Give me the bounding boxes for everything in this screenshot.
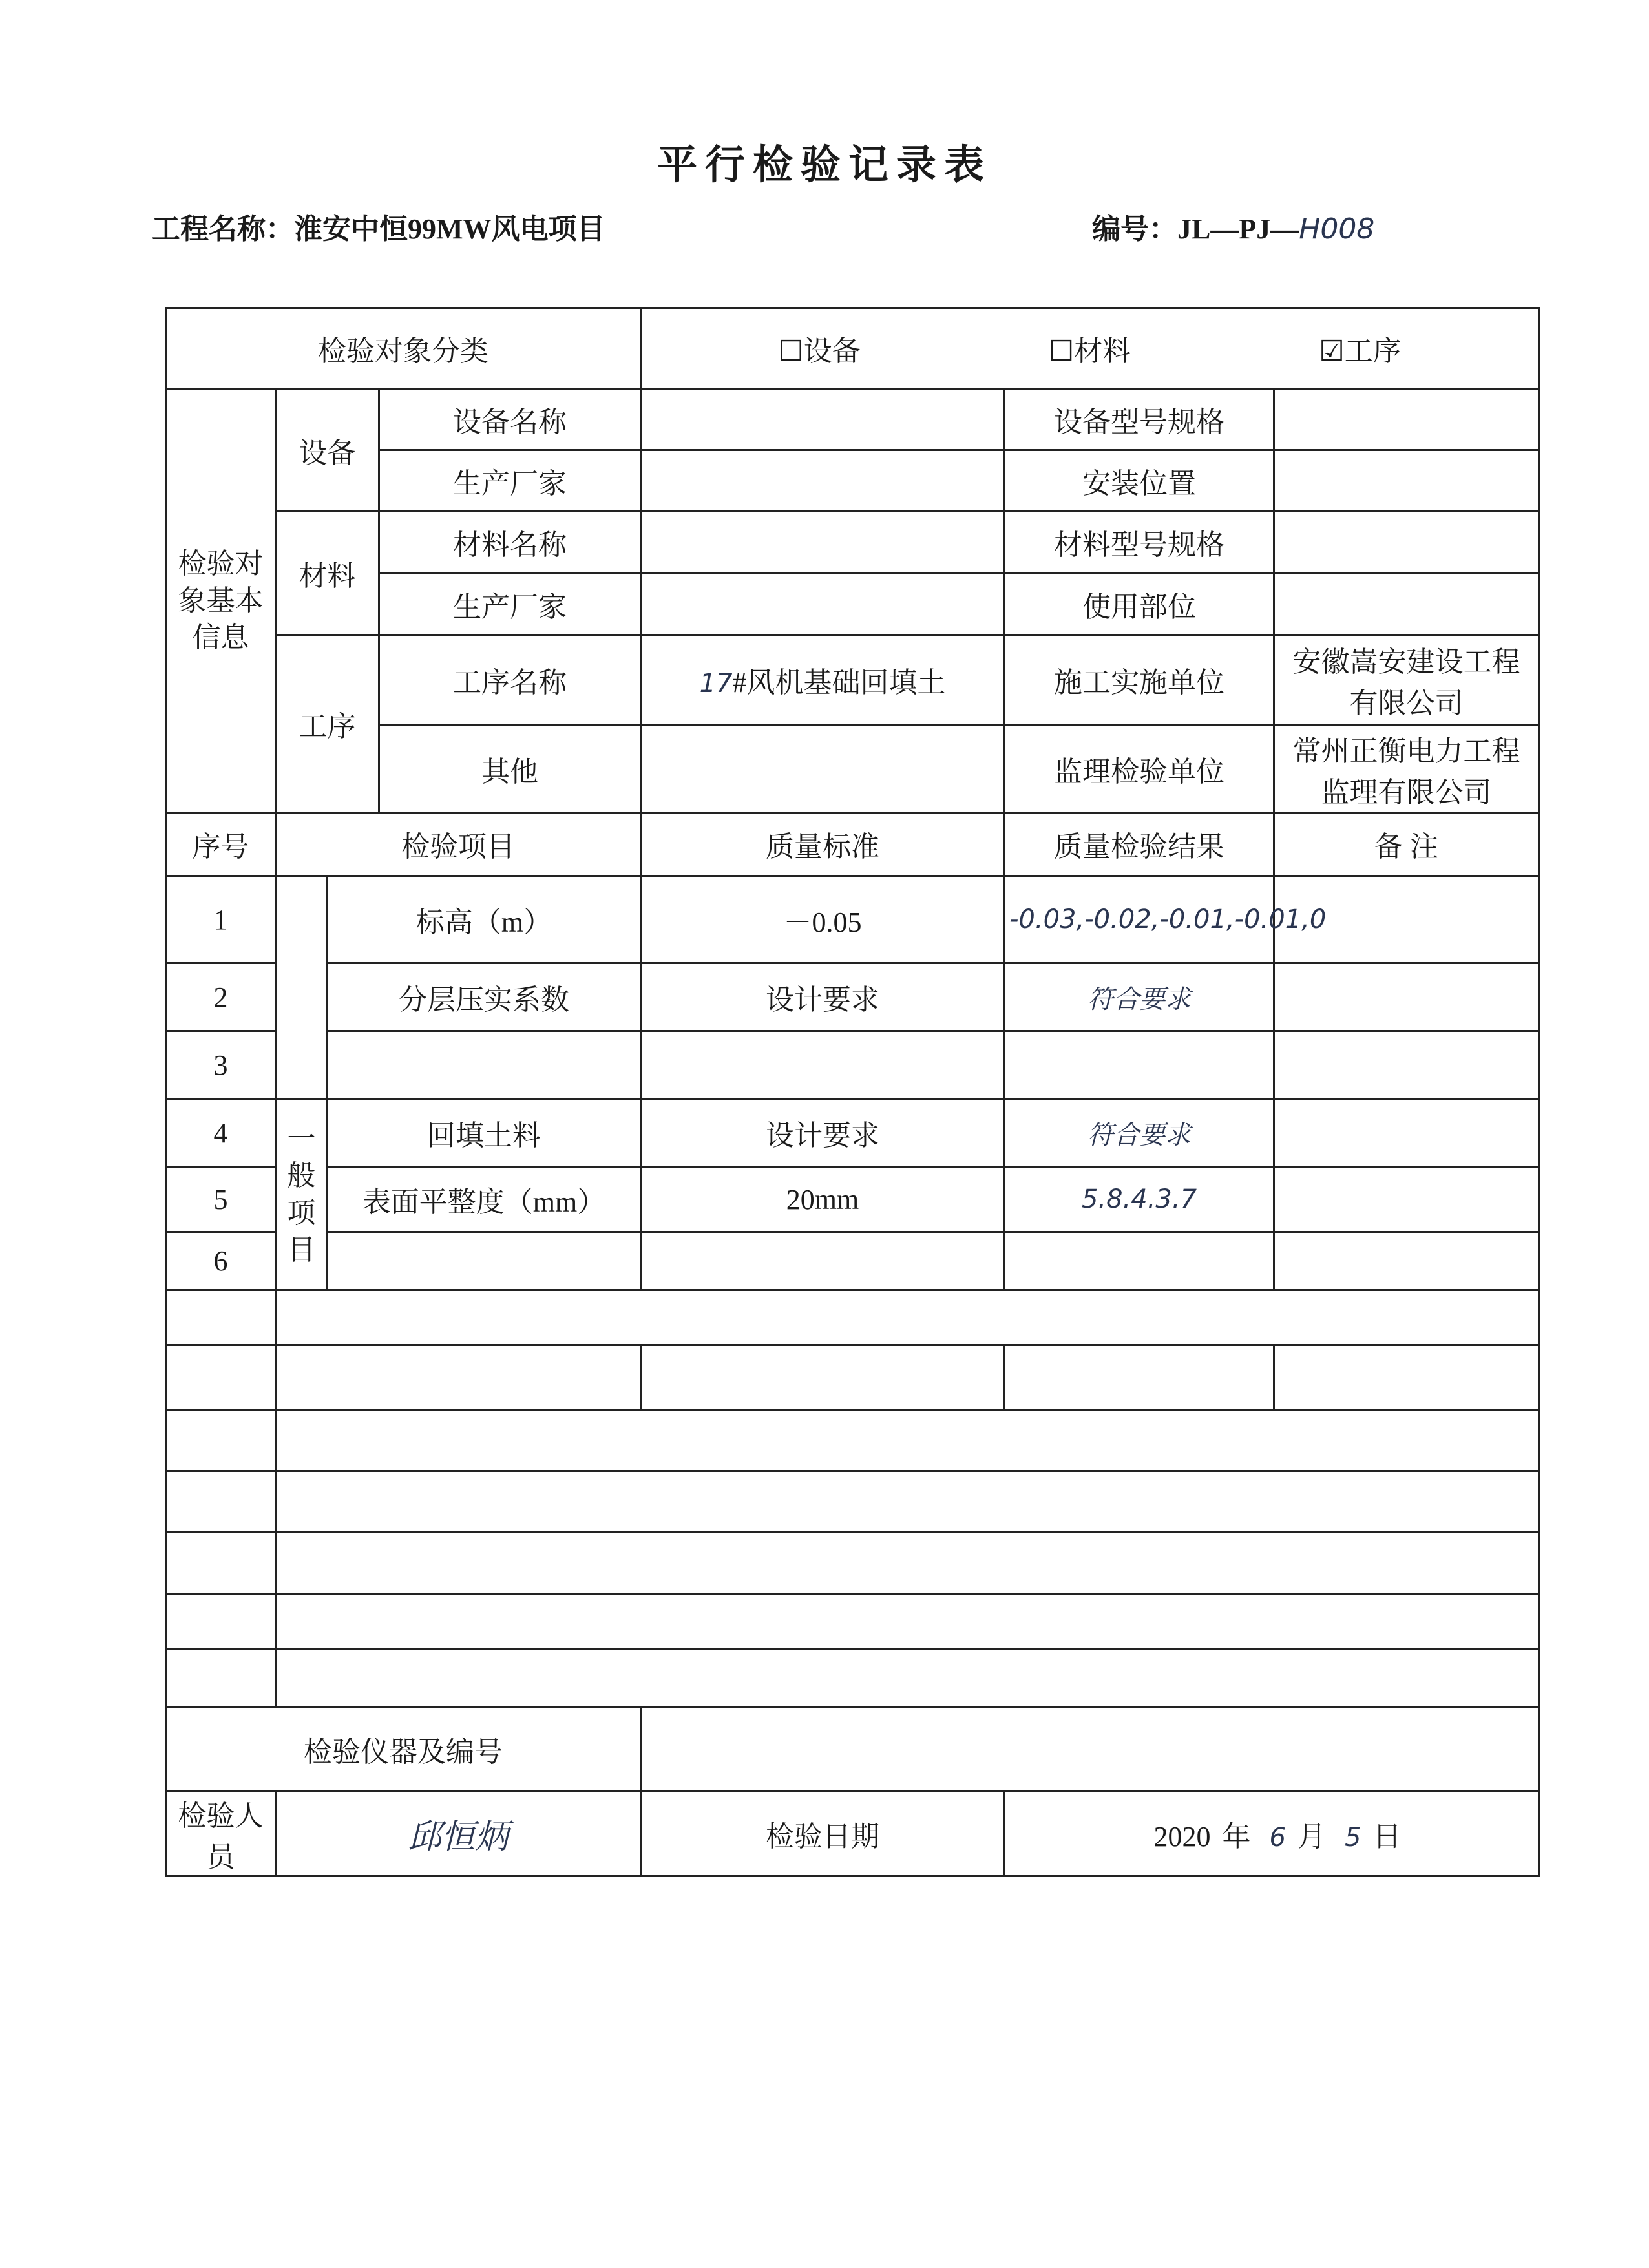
item-index: 1 <box>166 876 276 963</box>
document-title: 平行检验记录表 <box>656 143 992 187</box>
item-name: 表面平整度（mm） <box>328 1167 641 1232</box>
item-remark[interactable] <box>1274 1232 1539 1290</box>
table-row <box>166 1232 1539 1290</box>
serial-number-handwritten: H008 <box>1299 213 1375 246</box>
process-name-handwritten-prefix: 17 <box>699 669 733 699</box>
equipment-maker-label: 生产厂家 <box>379 450 641 512</box>
category-option-material[interactable]: ☐材料 <box>1048 335 1131 368</box>
blank-row <box>166 1471 1539 1533</box>
item-index: 6 <box>166 1232 276 1290</box>
inspection-date-label: 检验日期 <box>641 1791 1005 1876</box>
equipment-maker-value[interactable] <box>641 450 1005 512</box>
material-name-label: 材料名称 <box>379 512 641 573</box>
item-name: 回填土料 <box>328 1099 641 1167</box>
item-standard <box>641 1232 1005 1290</box>
item-result[interactable]: 符合要求 <box>1005 963 1274 1031</box>
category-row <box>166 308 1539 389</box>
category-options <box>641 308 1539 389</box>
item-remark[interactable] <box>1274 1031 1539 1099</box>
item-index: 5 <box>166 1167 276 1232</box>
project-name-line <box>152 205 605 247</box>
footer-row <box>166 1791 1539 1876</box>
equipment-location-label: 安装位置 <box>1005 450 1274 512</box>
equipment-location-value[interactable] <box>1274 450 1539 512</box>
items-header-result: 质量检验结果 <box>1005 812 1274 876</box>
equipment-model-label: 设备型号规格 <box>1005 389 1274 450</box>
table-row <box>166 963 1539 1031</box>
serial-number-label: 编号： <box>1092 213 1177 245</box>
builder-value[interactable]: 安徽嵩安建设工程有限公司 <box>1274 635 1539 725</box>
other-label: 其他 <box>379 725 641 812</box>
table-row <box>166 1167 1539 1232</box>
instrument-label: 检验仪器及编号 <box>166 1707 641 1791</box>
table-row <box>166 1099 1539 1167</box>
item-index: 3 <box>166 1031 276 1099</box>
blank-row <box>166 1649 1539 1707</box>
supervisor-label: 监理检验单位 <box>1005 725 1274 812</box>
category-label: 检验对象分类 <box>166 308 641 389</box>
process-name-text: #风机基础回填土 <box>732 667 946 699</box>
main-group-blank-cell <box>276 876 328 1099</box>
date-year-unit: 年 <box>1222 1820 1251 1853</box>
blank-row <box>166 1290 1539 1345</box>
blank-row <box>166 1594 1539 1649</box>
items-header-standard: 质量标准 <box>641 812 1005 876</box>
date-day-unit: 日 <box>1372 1820 1402 1853</box>
item-standard: －0.05 <box>641 876 1005 963</box>
equipment-label: 设备 <box>276 389 379 512</box>
category-option-process[interactable]: ☑工序 <box>1319 335 1402 368</box>
item-name <box>328 1031 641 1099</box>
item-result[interactable]: 5.8.4.3.7 <box>1005 1167 1274 1232</box>
items-header-item: 检验项目 <box>276 812 641 876</box>
item-remark[interactable] <box>1274 1167 1539 1232</box>
item-result[interactable] <box>1005 1232 1274 1290</box>
date-day: 5 <box>1345 1822 1361 1853</box>
table-row <box>166 876 1539 963</box>
blank-row <box>166 1345 1539 1409</box>
material-model-value[interactable] <box>1274 512 1539 573</box>
material-name-value[interactable] <box>641 512 1005 573</box>
item-remark[interactable] <box>1274 1099 1539 1167</box>
serial-number-prefix: JL—PJ— <box>1177 213 1299 245</box>
material-usage-label: 使用部位 <box>1005 573 1274 635</box>
inspector-signature[interactable] <box>276 1791 641 1876</box>
general-items-group-label: 一般项目 <box>276 1099 328 1290</box>
project-name-value: 淮安中恒99MW风电项目 <box>294 213 605 245</box>
items-header-row <box>166 812 1539 876</box>
item-standard: 设计要求 <box>641 963 1005 1031</box>
item-result[interactable]: 符合要求 <box>1005 1099 1274 1167</box>
supervisor-value[interactable]: 常州正衡电力工程监理有限公司 <box>1274 725 1539 812</box>
process-name-row <box>166 635 1539 725</box>
process-name-value[interactable] <box>641 635 1005 725</box>
blank-row <box>166 1409 1539 1471</box>
serial-number-line <box>1092 205 1374 247</box>
item-index: 2 <box>166 963 276 1031</box>
project-name-label: 工程名称： <box>152 213 294 245</box>
date-month-unit: 月 <box>1297 1820 1326 1853</box>
process-name-label: 工序名称 <box>379 635 641 725</box>
equipment-model-value[interactable] <box>1274 389 1539 450</box>
item-result[interactable] <box>1005 1031 1274 1099</box>
items-header-remark: 备 注 <box>1274 812 1539 876</box>
other-value[interactable] <box>641 725 1005 812</box>
inspector-label: 检验人员 <box>166 1791 276 1876</box>
date-month: 6 <box>1269 1822 1286 1853</box>
item-name: 标高（m） <box>328 876 641 963</box>
inspector-signature-text: 邱恒炳 <box>407 1818 509 1857</box>
item-standard: 设计要求 <box>641 1099 1005 1167</box>
equipment-name-value[interactable] <box>641 389 1005 450</box>
item-remark[interactable] <box>1274 963 1539 1031</box>
builder-label: 施工实施单位 <box>1005 635 1274 725</box>
item-name: 分层压实系数 <box>328 963 641 1031</box>
basic-info-group-label: 检验对象基本信息 <box>166 389 276 813</box>
checkbox-unchecked-icon: ☐ <box>1048 335 1075 368</box>
material-label: 材料 <box>276 512 379 635</box>
equipment-name-row <box>166 389 1539 450</box>
instrument-row <box>166 1707 1539 1791</box>
blank-row <box>166 1533 1539 1594</box>
item-name <box>328 1232 641 1290</box>
inspection-date-value[interactable] <box>1005 1791 1539 1876</box>
checkbox-unchecked-icon: ☐ <box>778 335 804 368</box>
material-maker-value[interactable] <box>641 573 1005 635</box>
equipment-name-label: 设备名称 <box>379 389 641 450</box>
date-year: 2020 <box>1153 1820 1211 1853</box>
item-standard <box>641 1031 1005 1099</box>
material-maker-label: 生产厂家 <box>379 573 641 635</box>
material-name-row <box>166 512 1539 573</box>
inspection-table <box>165 307 1540 1877</box>
table-row <box>166 1031 1539 1099</box>
material-model-label: 材料型号规格 <box>1005 512 1274 573</box>
items-header-index: 序号 <box>166 812 276 876</box>
item-result[interactable]: -0.03,-0.02,-0.01,-0.01,0 <box>1005 876 1274 963</box>
checkbox-checked-icon: ☑ <box>1319 335 1345 368</box>
instrument-value[interactable] <box>641 1707 1539 1791</box>
process-label: 工序 <box>276 635 379 812</box>
item-standard: 20mm <box>641 1167 1005 1232</box>
item-index: 4 <box>166 1099 276 1167</box>
category-option-equipment[interactable]: ☐设备 <box>778 335 861 368</box>
material-usage-value[interactable] <box>1274 573 1539 635</box>
